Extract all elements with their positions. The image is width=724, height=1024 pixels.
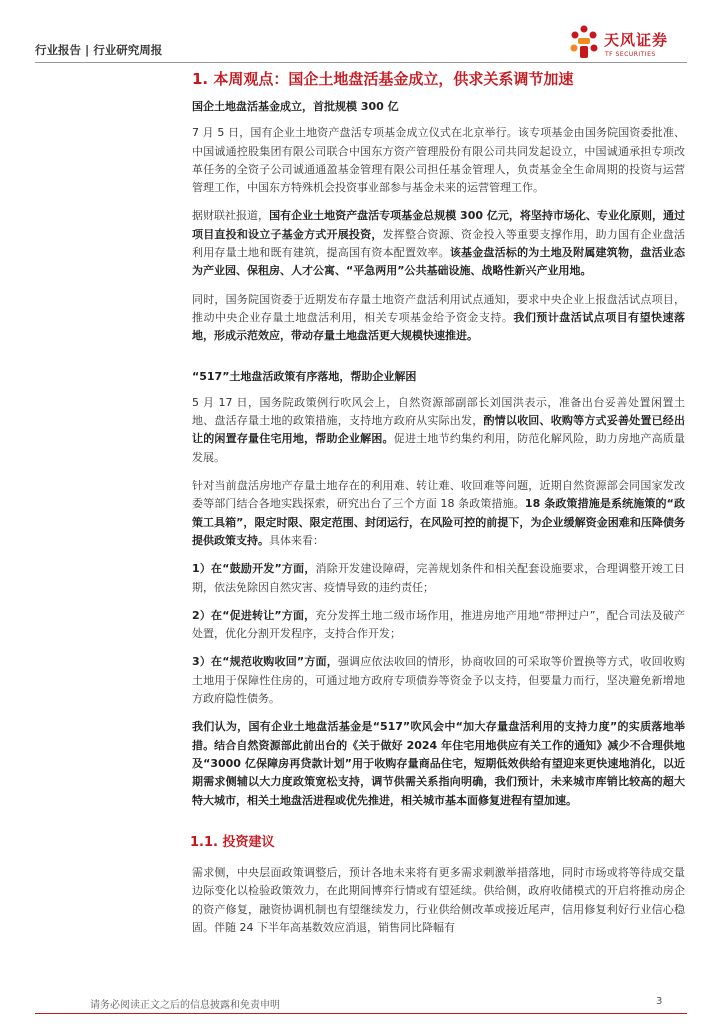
report-body <box>192 98 685 947</box>
brand-name-en: TF SECURITIES <box>605 51 656 58</box>
paragraph-our-view: 我们认为，国有企业土地盘活基金是“517”吹风会中“加大存量盘活利用的支持力度”的实质落地举措。结合自然资源部此前出台的《关于做好 2024 年住宅用地供应有关工作的通知》减少不合理供地及“3000 亿保障房再贷款计划”用于收购存量商品住宅，短期低效供给有望迎来更快速地消化，以近期需求侧辅以大力度政策宽松支持，调节供需关系指向明确，我们预计，未来城市库销比较高的超大特大城市，相关土地盘活进程或优先推进，相关城市基本面修复进程有望加速。 <box>192 720 685 807</box>
section-title: 1. 本周观点：国企土地盘活基金成立，供求关系调节加速 <box>192 70 574 88</box>
paragraph-fund-launch: 7 月 5 日，国有企业土地资产盘活专项基金成立仪式在北京举行。该专项基金由国务院国资委批准、中国诚通控股集团有限公司联合中国东方资产管理股份有限公司共同发起设立，中国诚通承担专项改革任务的全资子公司诚通通盈基金管理有限公司担任基金管理人，负责基金全生命周期的投资与运营管理工作，中国东方特殊机会投资事业部参与基金未来的运营管理工作。 <box>192 126 685 195</box>
footer-divider <box>35 1013 687 1014</box>
tf-securities-logo-icon <box>566 24 602 60</box>
paragraph-517-meeting: 5 月 17 日，国务院政策例行吹风会上，自然资源部副部长刘国洪表示，准备出台妥善处置闲置土地、盘活存量土地的政策措施，支持地方政府从实际出发，酌情以收回、收购等方式妥善处置已经出让的闲置存量住宅用地，帮助企业解困。促进土地节约集约利用，防范化解风险，助力房地产高质量发展。 <box>192 395 686 464</box>
paragraph-investment-advice: 需求侧，中央层面政策调整后，预计各地未来将有更多需求刺激举措落地，同时市场或将等待成交量边际变化以检验政策效力，在此期间博弈行情或有望延续。供给侧，政府收储模式的开启将推动房企的资产修复，融资协调机制也有望继续发力，行业供给侧改革或接近尾声，信用修复利好行业信心稳固。伴随 24 下半年高基数效应消退，销售同比降幅有 <box>192 866 685 934</box>
report-type-label: 行业报告 | 行业研究周报 <box>35 43 163 57</box>
page-number: 3 <box>656 996 663 1007</box>
brand-name-cn: 天风证券 <box>604 31 669 49</box>
list-item-standardize-acquisition: 3）在“规范收购收回”方面，强调应依法收回的情形，协商收回的可采取等价置换等方式，收回收购土地用于保障性住房的，可通过地方政府专项债券等资金予以支持，但要量力而行，坚决避免新增地方政府隐性债务。 <box>192 655 685 706</box>
subsection-title-517: “517”土地盘活政策有序落地，帮助企业解困 <box>192 369 417 383</box>
list-item-encourage-development: 1）在“鼓励开发”方面，消除开发建设障碍，完善规划条件和相关配套设施要求，合理调整开竣工日期，依法免除因自然灾害、疫情导致的违约责任； <box>192 562 685 594</box>
list-item-promote-transfer: 2）在“促进转让”方面，充分发挥土地二级市场作用，推进房地产用地“带押过户”，配合司法及破产处置，优化分割开发程序，支持合作开发； <box>192 608 685 641</box>
header-divider <box>35 62 687 63</box>
footer-disclaimer: 请务必阅读正文之后的信息披露和免责申明 <box>90 1000 280 1011</box>
paragraph-pilot-notice: 同时，国务院国资委于近期发布存量土地资产盘活利用试点通知，要求中央企业上报盘活试点项目，推动中央企业存量土地盘活利用，相关专项基金给予资金支持。我们预计盘活试点项目有望快速落地，形成示范效应，带动存量土地盘活更大规模快速推进。 <box>192 292 686 343</box>
brand-logo <box>566 24 696 64</box>
paragraph-18-measures: 针对当前盘活房地产存量土地存在的利用难、转让难、收回难等问题，近期自然资源部会同国家发改委等部门结合各地实践探索，研究出台了三个方面 18 条政策措施。18 条政策措施是系统施策的“政策工具箱”，限定时限、限定范围、封闭运行，在风险可控的前提下，为企业缓解资金困难和压降债务提供政策支持。具体来看： <box>192 479 685 547</box>
section-title-investment-advice: 1.1. 投资建议 <box>190 834 275 850</box>
paragraph-fund-scale: 据财联社报道，国有企业土地资产盘活专项基金总规模 300 亿元，将坚持市场化、专业化原则，通过项目直投和设立子基金方式开展投资，发挥整合资源、资金投入等重要支撑作用，助力国有企业盘活利用存量土地和既有建筑，提高国有资本配置效率。该基金盘活标的为土地及附属建筑物，盘活业态为产业园、保租房、人才公寓、“平急两用”公共基础设施、战略性新兴产业用地。 <box>192 209 686 278</box>
subsection-title-fund: 国企土地盘活基金成立，首批规模 300 亿 <box>192 100 399 113</box>
